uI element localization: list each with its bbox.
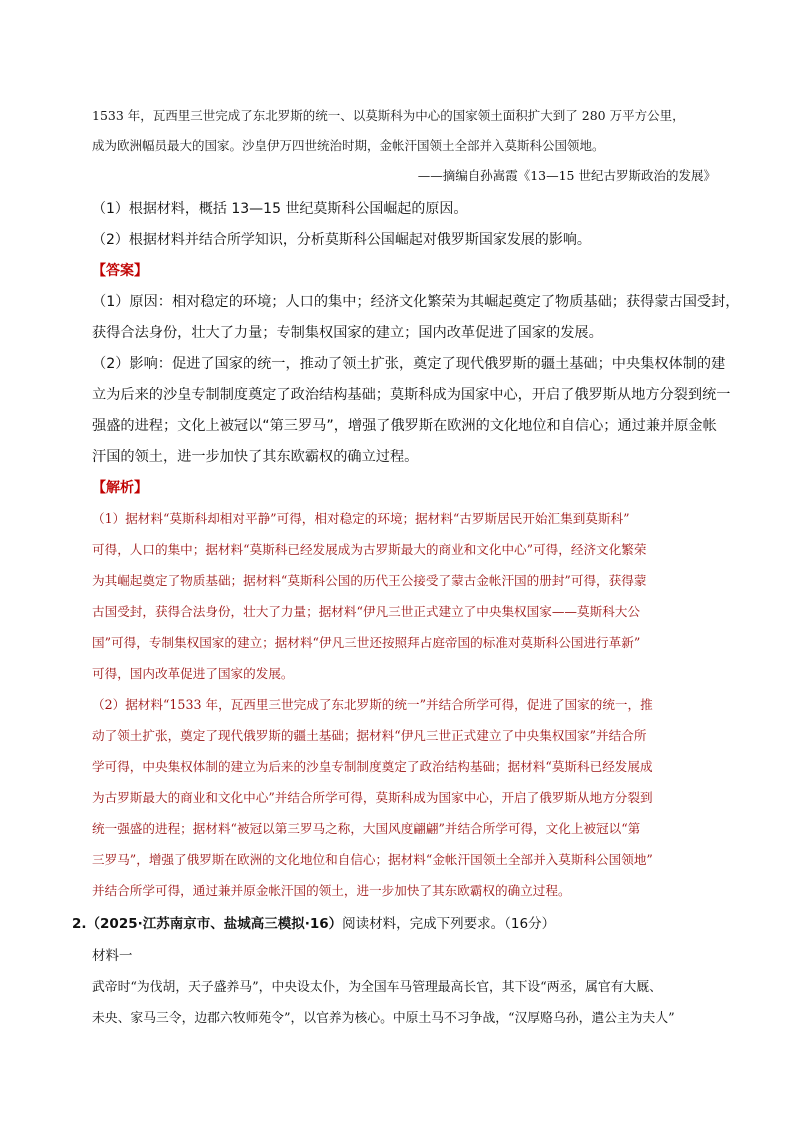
analysis-line: （1）据材料“莫斯科却相对平静”可得，相对稳定的环境；据材料“古罗斯居民开始汇集到莫斯科” xyxy=(92,511,630,526)
analysis-heading: 【解析】 xyxy=(92,480,148,496)
answer-line: 立为后来的沙皇专制制度奠定了政治结构基础；莫斯科成为国家中心，开启了俄罗斯从地方分裂到统一 xyxy=(92,387,731,403)
material-label: 材料一 xyxy=(92,948,133,964)
analysis-line: 为其崛起奠定了物质基础；据材料“莫斯科公国的历代王公接受了蒙古金帐汗国的册封”可得，获得蒙 xyxy=(92,573,647,588)
analysis-line: 可得，国内改革促进了国家的发展。 xyxy=(92,666,294,681)
analysis-line: （2）据材料“1533 年，瓦西里三世完成了东北罗斯的统一”并结合所学可得，促进了国家的统一，推 xyxy=(92,697,653,712)
analysis-line: 国”可得，专制集权国家的建立；据材料“伊凡三世还按照拜占庭帝国的标准对莫斯科公国进行革新” xyxy=(92,635,641,650)
analysis-line: 学可得，中央集权体制的建立为后来的沙皇专制制度奠定了政治结构基础；据材料“莫斯科已经发展成 xyxy=(92,759,653,774)
answer-line: （2）影响：促进了国家的统一，推动了领土扩张，奠定了现代俄罗斯的疆土基础；中央集权体制的建 xyxy=(92,356,726,372)
material-source: ——摘编自孙嵩霞《13—15 世纪古罗斯政治的发展》 xyxy=(417,168,716,183)
material-line: 1533 年，瓦西里三世完成了东北罗斯的统一、以莫斯科为中心的国家领土面积扩大到了 280 万平方公里， xyxy=(92,108,685,123)
analysis-line: 为古罗斯最大的商业和文化中心”并结合所学可得，莫斯科成为国家中心，开启了俄罗斯从地方分裂到 xyxy=(92,790,653,805)
question-source: （2025·江苏南京市、盐城高三模拟·16） xyxy=(86,916,343,932)
question-1: （1）根据材料，概括 13—15 世纪莫斯科公国崛起的原因。 xyxy=(92,201,468,217)
question-prompt: 阅读材料，完成下列要求。（16分） xyxy=(342,916,556,932)
question-2-heading xyxy=(72,912,555,932)
analysis-line: 古国受封，获得合法身份，壮大了力量；据材料“伊凡三世正式建立了中央集权国家——莫斯科大公 xyxy=(92,604,640,619)
material-line: 成为欧洲幅员最大的国家。沙皇伊万四世统治时期，金帐汗国领土全部并入莫斯科公国领地。 xyxy=(92,138,605,153)
answer-heading: 【答案】 xyxy=(92,263,148,279)
question-number: 2. xyxy=(72,916,87,932)
material-line: 未央、家马三令，边郡六牧师苑令”，以官养为核心。中原土马不习争战，“汉厚赂乌孙，遣公主为夫人” xyxy=(92,1011,675,1026)
analysis-line: 可得，人口的集中；据材料“莫斯科已经发展成为古罗斯最大的商业和文化中心”可得，经济文化繁荣 xyxy=(92,542,647,557)
answer-line: （1）原因：相对稳定的环境；人口的集中；经济文化繁荣为其崛起奠定了物质基础；获得蒙古国受封， xyxy=(92,294,740,310)
question-2: （2）根据材料并结合所学知识，分析莫斯科公国崛起对俄罗斯国家发展的影响。 xyxy=(92,232,591,248)
analysis-line: 并结合所学可得，通过兼并原金帐汗国的领土，进一步加快了其东欧霸权的确立过程。 xyxy=(92,883,571,898)
answer-line: 强盛的进程；文化上被冠以“第三罗马”，增强了俄罗斯在欧洲的文化地位和自信心；通过兼并原金帐 xyxy=(92,418,717,434)
analysis-line: 统一强盛的进程；据材料“被冠以第三罗马之称，大国风度翩翩”并结合所学可得，文化上被冠以“第 xyxy=(92,821,641,836)
material-line: 武帝时“为伐胡，天子盛养马”，中央设太仆，为全国车马管理最高长官，其下设“两丞，属官有大厩、 xyxy=(92,980,662,995)
analysis-line: 三罗马”，增强了俄罗斯在欧洲的文化地位和自信心；据材料“金帐汗国领土全部并入莫斯科公国领地” xyxy=(92,852,653,867)
answer-line: 获得合法身份，壮大了力量；专制集权国家的建立；国内改革促进了国家的发展。 xyxy=(92,325,603,341)
answer-line: 汗国的领土，进一步加快了其东欧霸权的确立过程。 xyxy=(92,449,419,465)
analysis-line: 动了领土扩张，奠定了现代俄罗斯的疆土基础；据材料“伊凡三世正式建立了中央集权国家”并结合所 xyxy=(92,728,647,743)
